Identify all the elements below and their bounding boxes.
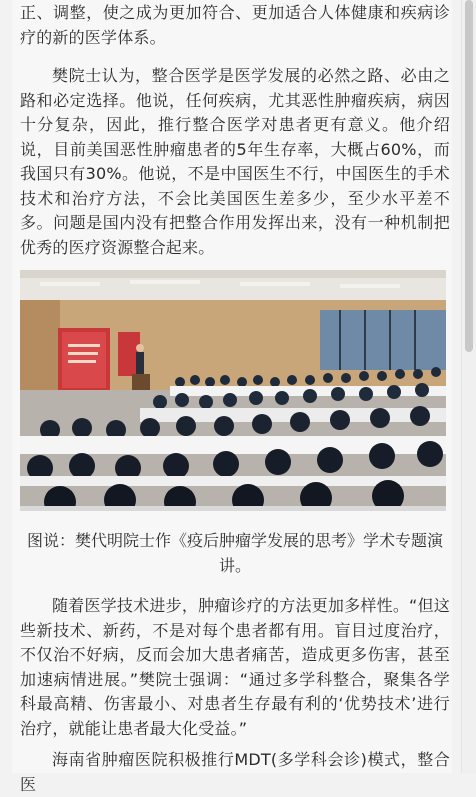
article-paragraph: 随着医学技术进步，肿瘤诊疗的方法更加多样性。“但这些新技术、新药，不是对每个患者都有用。盲目过度治疗，不仅治不好病，反而会加大患者痛苦，造成更多伤害，甚至加速病情进展。”樊院士强调：“通过多学科整合，聚集各学科最高精、伤害最小、对患者生存最有利的‘优势技术’进行治疗，就能让患者最大化受益。” (20, 596, 450, 738)
scrollbar[interactable] (461, 0, 476, 773)
scrollbar-thumb[interactable] (465, 0, 473, 352)
article-paragraph: 海南省肿瘤医院积极推行MDT(多学科会诊)模式，整合医 (20, 750, 450, 794)
article-paragraph: 樊院士认为，整合医学是医学发展的必然之路、必由之路和必定选择。他说，任何疾病，尤其恶性肿瘤疾病，病因十分复杂，因此，推行整合医学对患者更有意义。他介绍说，目前美国恶性肿瘤患者的5年生存率，大概占60%，而我国只有30%。他说，不是中国医生不行，中国医生的手术技术和治疗方法，不会比美国医生差多少，至少水平差不多。问题是国内没有把整合作用发挥出来，没有一种机制把优秀的医疗资源整合起来。 (20, 66, 450, 257)
article-page (12, 0, 452, 794)
photo-caption: 图说：樊代明院士作《疫后肿瘤学发展的思考》学术专题演讲。 (26, 531, 443, 575)
lecture-photo (20, 270, 446, 511)
article-paragraph: 正、调整，使之成为更加符合、更加适合人体健康和疾病诊疗的新的医学体系。 (20, 3, 450, 47)
